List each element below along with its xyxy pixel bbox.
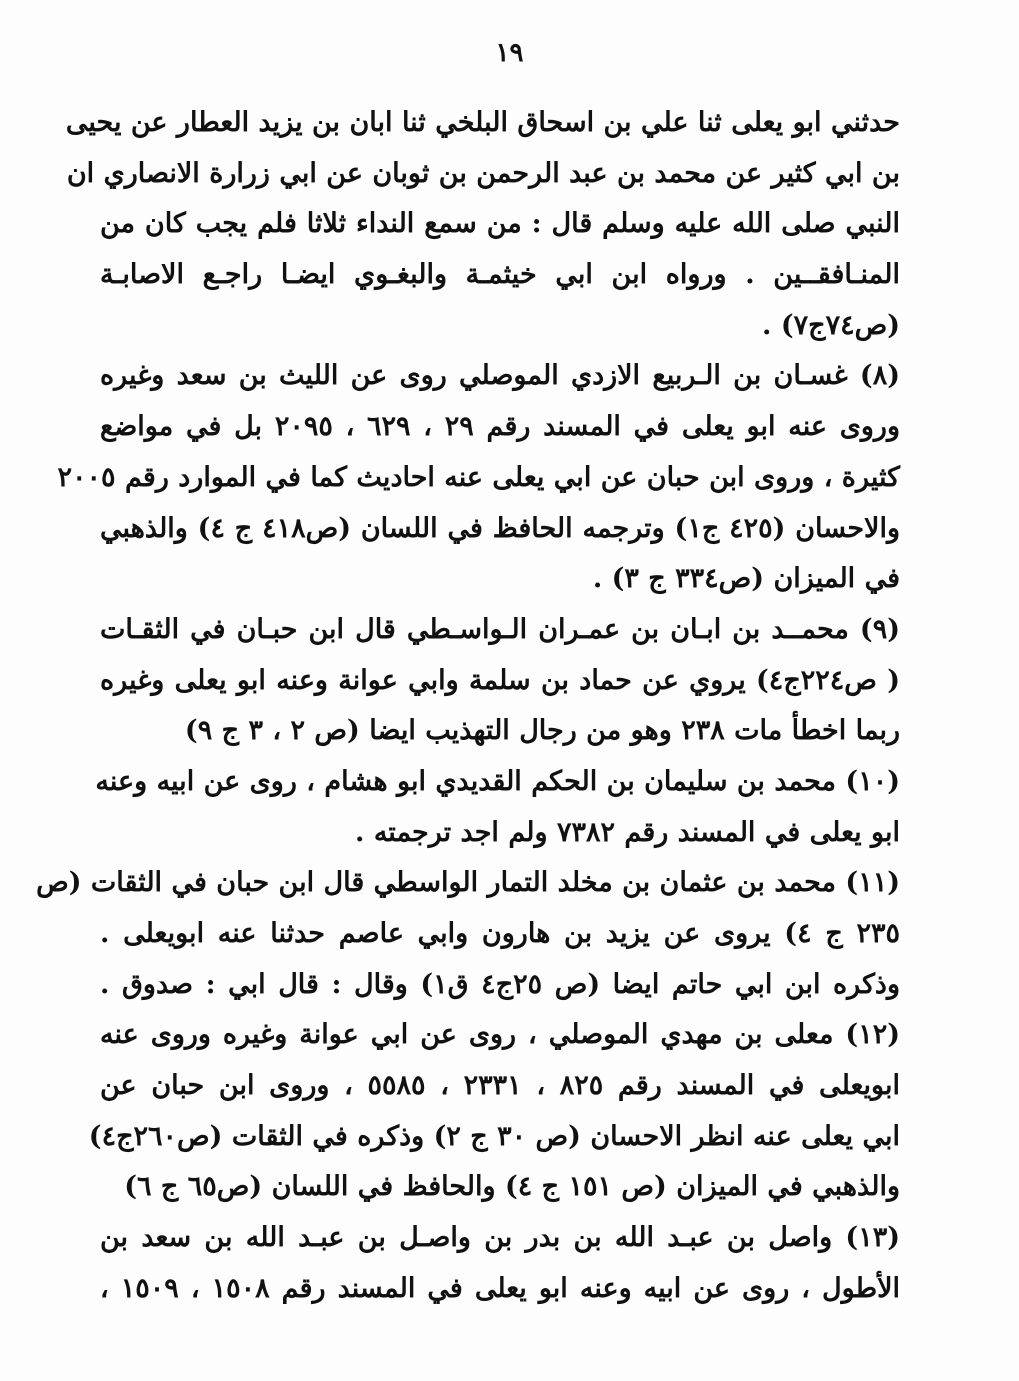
page-number: ١٩: [495, 38, 524, 68]
text-line: ( ص٢٢٤ج٤) يروي عن حماد بن سلمة وابي عوانة وعنه ابو يعلى وغيره: [100, 664, 900, 696]
text-line: ٢٣٥ ج ٤) يروى عن يزيد بن هارون وابي عاصم حدثنا عنه ابويعلى .: [100, 918, 900, 949]
text-line: (١١) محمد بن عثمان بن مخلد التمار الواسطي قال ابن حبان في الثقات (ص: [36, 867, 900, 899]
body-text: [36, 98, 901, 1315]
text-line: (٩) محمــد بن ابـان بن عمـران الـواسـطي قال ابن حبـان في الثقـات: [100, 613, 900, 645]
text-line: (١٣) واصل بن عبـد الله بن بدر بن واصـل بن عبـد الله بن سعد بن: [100, 1222, 900, 1254]
text-line: والذهبي في الميزان (ص ١٥١ ج ٤) والحافظ في اللسان (ص٦٥ ج ٦): [124, 1171, 900, 1203]
text-line: الأطول ، روى عن ابيه وعنه ابو يعلى في المسند رقم ١٥٠٨ ، ١٥٠٩ ،: [100, 1272, 900, 1304]
text-line: ربما اخطأ مات ٢٣٨ وهو من رجال التهذيب ايضا (ص ٢ ، ٣ ج ٩): [184, 715, 900, 747]
text-line: بن ابي كثير عن محمد بن عبد الرحمن بن ثوبان عن ابي زرارة الانصاري ان: [66, 157, 900, 189]
text-line: ابويعلى في المسند رقم ٨٢٥ ، ٢٣٣١ ، ٥٥٨٥ ، وروى ابن حبان عن: [100, 1070, 901, 1102]
text-line: (ص٧٤ج٧) .: [762, 309, 900, 341]
text-line: كثيرة ، وروى ابن حبان عن ابي يعلى عنه احاديث كما في الموارد رقم ٢٠٠٥: [57, 461, 900, 493]
text-line: النبي صلى الله عليه وسلم قال : من سمع النداء ثلاثا فلم يجب كان من: [100, 208, 900, 240]
text-line: (١٢) معلى بن مهدي الموصلي ، روى عن ابي عوانة وغيره وروى عنه: [100, 1019, 900, 1051]
text-line: (١٠) محمد بن سليمان بن الحكم القديدي ابو هشام ، روى عن ابيه وعنه: [95, 765, 900, 797]
text-line: والاحسان (٤٢٥ ج١) وترجمه الحافظ في اللسان (ص٤١٨ ج ٤) والذهبي: [100, 512, 900, 544]
text-line: وروى عنه ابو يعلى في المسند رقم ٢٩ ، ٦٢٩ ، ٢٠٩٥ بل في مواضع: [100, 411, 900, 443]
text-line: ابو يعلى في المسند رقم ٧٣٨٢ ولم اجد ترجمته .: [355, 816, 900, 848]
text-line: في الميزان (ص٣٣٤ ج ٣) .: [592, 563, 900, 595]
text-line: حدثني ابو يعلى ثنا علي بن اسحاق البلخي ثنا ابان بن يزيد العطار عن يحيى: [65, 107, 900, 138]
text-line: ابي يعلى عنه انظر الاحسان (ص ٣٠ ج ٢) وذكره في الثقات (ص٢٦٠ج٤): [88, 1120, 900, 1152]
text-line: المنـافقــين . ورواه ابن ابي خيثمـة والبغـوي ايضـا راجـع الاصابـة: [100, 259, 900, 291]
text-line: وذكره ابن ابي حاتم ايضا (ص ٢٥ج٤ ق١) وقال : قال ابي : صدوق .: [100, 968, 900, 1000]
text-line: (٨) غسـان بن الـربيع الازدي الموصلي روى عن الليث بن سعد وغيره: [100, 360, 900, 392]
